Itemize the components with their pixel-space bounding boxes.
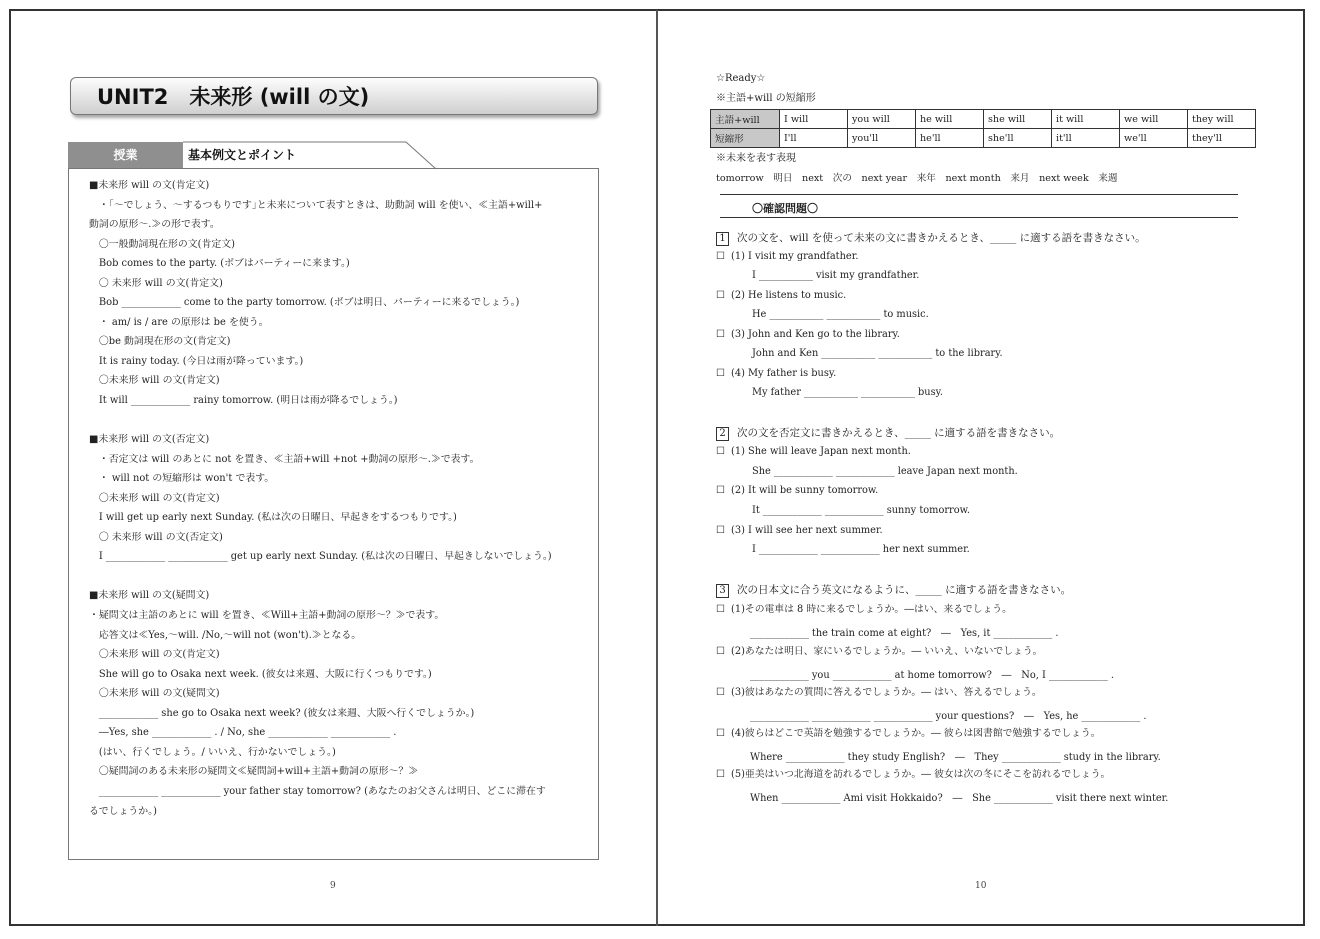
tab-label: 授業: [68, 142, 183, 169]
unit-title: UNIT2 未来形 (will の文): [70, 77, 598, 115]
question-item: [716, 766, 1110, 780]
lesson-line: Bob ____________ come to the party tomorrow. (ボブは明日、パーティーに来るでしょう。): [89, 297, 520, 309]
table-header-cell: 短縮形: [711, 129, 780, 148]
lesson-line: 〇 未来形 will の文(否定文): [89, 531, 223, 543]
question-text: (3) John and Ken go to the library.: [731, 329, 900, 340]
answer-line: ____________ you ____________ at home tomorrow? ― No, I ____________ .: [750, 670, 1114, 681]
checkbox-icon[interactable]: ☐: [716, 525, 725, 536]
question-item: [716, 601, 1012, 615]
checkbox-icon[interactable]: ☐: [716, 485, 725, 496]
lesson-line: ・｢～でしょう、～するつもりです｣と未来について表すときは、助動詞 will を使い、≪主語+will+: [89, 199, 543, 211]
table-cell: she'll: [984, 129, 1052, 148]
question-number: 2: [716, 427, 729, 441]
table-row: [711, 110, 1256, 129]
table-row: [711, 129, 1256, 148]
question-text: (1)その電車は 8 時に来るでしょうか。―はい、来るでしょう。: [731, 604, 1012, 615]
lesson-line: 〇未来形 will の文(肯定文): [89, 649, 220, 661]
rule-top: [720, 194, 1238, 195]
lesson-line: 〇未来形 will の文(疑問文): [89, 688, 220, 700]
page-number-left: 9: [330, 881, 336, 891]
answer-line: I ___________ visit my grandfather.: [752, 270, 920, 281]
question-instruction: 次の文を否定文に書きかえるとき、_____ に適する語を書きなさい。: [737, 427, 1061, 439]
table-cell: you'll: [848, 129, 916, 148]
checkbox-icon[interactable]: ☐: [716, 446, 725, 457]
question-item: [716, 368, 836, 379]
blank-line: [89, 411, 595, 431]
table-cell: we'll: [1120, 129, 1188, 148]
lesson-line: It will ____________ rainy tomorrow. (明日は雨が降るでしょう。): [89, 395, 398, 407]
ready-label: ☆Ready☆: [716, 73, 766, 84]
lesson-line: Bob comes to the party. (ボブはパーティーに来ます。): [89, 258, 350, 270]
lesson-line: 〇疑問詞のある未来形の疑問文≪疑問詞+will+主語+動詞の原形～？≫: [89, 766, 419, 778]
table-cell: I'll: [780, 129, 848, 148]
table-cell: I will: [780, 110, 848, 129]
question-item: [716, 684, 1042, 698]
tab-heading: 基本例文とポイント: [188, 148, 297, 162]
checkbox-icon[interactable]: ☐: [716, 769, 725, 780]
lesson-line: 〇be 動詞現在形の文(肯定文): [89, 336, 231, 348]
question-item: [716, 643, 1042, 657]
checkbox-icon[interactable]: ☐: [716, 646, 725, 657]
lesson-line: It is rainy today. (今日は雨が降っています。): [89, 355, 304, 367]
lesson-line: ____________ ____________ your father stay tomorrow? (あなたのお父さんは明日、どこに滞在す: [89, 785, 546, 797]
future-expr-label: ※未来を表す表現: [716, 153, 796, 164]
lesson-line: ____________ she go to Osaka next week? (彼女は来週、大阪へ行くでしょうか。): [89, 707, 475, 719]
checkbox-icon[interactable]: ☐: [716, 329, 725, 340]
question-2-heading: [716, 425, 1060, 441]
lesson-line: I will get up early next Sunday. (私は次の日曜日、早起きをするつもりです。): [89, 512, 457, 524]
lesson-line: ―Yes, she ____________ . / No, she ____________ ____________ .: [89, 727, 397, 739]
answer-line: My father ___________ ___________ busy.: [752, 387, 943, 398]
table-cell: we will: [1120, 110, 1188, 129]
question-item: [716, 485, 878, 496]
lesson-line: 〇一般動詞現在形の文(肯定文): [89, 238, 235, 250]
checkbox-icon[interactable]: ☐: [716, 687, 725, 698]
question-text: (3) I will see her next summer.: [731, 525, 883, 536]
page-number-right: 10: [975, 881, 987, 891]
lesson-line: ・ will not の短縮形は won't で表す。: [89, 473, 275, 485]
question-item: [716, 525, 883, 536]
question-item: [716, 251, 858, 262]
lesson-line: るでしょうか。): [89, 805, 157, 817]
question-item: [716, 329, 900, 340]
check-title: 〇確認問題〇: [752, 202, 818, 215]
lesson-line: 〇 未来形 will の文(肯定文): [89, 277, 223, 289]
checkbox-icon[interactable]: ☐: [716, 368, 725, 379]
answer-line: It ____________ ____________ sunny tomorrow.: [752, 505, 970, 516]
question-text: (4)彼らはどこで英語を勉強するでしょうか。― 彼らは図書館で勉強するでしょう。: [731, 728, 1101, 739]
question-text: (2) It will be sunny tomorrow.: [731, 485, 879, 496]
question-number: 3: [716, 584, 729, 598]
lesson-line: ■未来形 will の文(肯定文): [89, 180, 210, 191]
rule-bottom: [720, 217, 1238, 218]
lesson-line: ・否定文は will のあとに not を置き、≪主語+will +not +動詞の原形～.≫で表す。: [89, 453, 480, 465]
answer-line: She ____________ ____________ leave Japan next month.: [752, 466, 1018, 477]
table-header-cell: 主語+will: [711, 110, 780, 129]
lesson-line: 動詞の原形～.≫の形で表す。: [89, 219, 220, 231]
answer-line: ____________ ____________ ____________ your questions? ― Yes, he ____________ .: [750, 711, 1147, 722]
lesson-line: (はい、行くでしょう。/ いいえ、行かないでしょう。): [89, 746, 336, 758]
checkbox-icon[interactable]: ☐: [716, 251, 725, 262]
question-item: [716, 446, 911, 457]
table-cell: they'll: [1188, 129, 1256, 148]
lesson-line: 〇未来形 will の文(肯定文): [89, 375, 220, 387]
lesson-line: She will go to Osaka next week. (彼女は来週、大阪に行くつもりです。): [89, 668, 432, 680]
checkbox-icon[interactable]: ☐: [716, 728, 725, 739]
table-cell: he will: [916, 110, 984, 129]
question-text: (3)彼はあなたの質問に答えるでしょうか。― はい、答えるでしょう。: [731, 687, 1042, 698]
future-expressions: tomorrow 明日 next 次の next year 来年 next month 来月 next week 来週: [716, 173, 1118, 184]
lesson-lines: [89, 176, 595, 821]
question-1-heading: [716, 230, 1146, 246]
contraction-table: [710, 109, 1256, 148]
contraction-label: ※主語+will の短縮形: [716, 93, 816, 104]
question-3-heading: [716, 582, 1071, 598]
page-divider: [656, 10, 658, 926]
answer-line: John and Ken ___________ ___________ to the library.: [752, 348, 1003, 359]
question-number: 1: [716, 232, 729, 246]
table-cell: it'll: [1052, 129, 1120, 148]
table-cell: he'll: [916, 129, 984, 148]
lesson-line: ■未来形 will の文(疑問文): [89, 590, 210, 602]
question-text: (5)亜美はいつ北海道を訪れるでしょうか。― 彼女は次の冬にそこを訪れるでしょう。: [731, 769, 1111, 780]
lesson-line: ・疑問文は主語のあとに will を置き、≪Will+主語+動詞の原形～？≫で表す。: [89, 610, 445, 622]
answer-line: Where ____________ they study English? ― They ____________ study in the library.: [750, 752, 1161, 763]
answer-line: When ____________ Ami visit Hokkaido? ― She ____________ visit there next winter.: [750, 793, 1169, 804]
checkbox-icon[interactable]: ☐: [716, 290, 725, 301]
question-instruction: 次の日本文に合う英文になるように、_____ に適する語を書きなさい。: [737, 584, 1072, 596]
question-item: [716, 290, 846, 301]
lesson-line: 〇未来形 will の文(肯定文): [89, 492, 220, 504]
lesson-line: ・ am/ is / are の原形は be を使う。: [89, 316, 269, 328]
checkbox-icon[interactable]: ☐: [716, 604, 725, 615]
table-cell: she will: [984, 110, 1052, 129]
table-cell: it will: [1052, 110, 1120, 129]
blank-line: [89, 567, 595, 587]
question-instruction: 次の文を、will を使って未来の文に書きかえるとき、_____ に適する語を書きなさい。: [737, 232, 1146, 244]
lesson-line: ■未来形 will の文(否定文): [89, 434, 210, 446]
question-text: (2)あなたは明日、家にいるでしょうか。― いいえ、いないでしょう。: [731, 646, 1043, 657]
table-cell: you will: [848, 110, 916, 129]
question-text: (4) My father is busy.: [731, 368, 837, 379]
lesson-line: I ____________ ____________ get up early next Sunday. (私は次の日曜日、早起きしないでしょう。): [89, 551, 552, 563]
table-cell: they will: [1188, 110, 1256, 129]
answer-line: I ____________ ____________ her next summer.: [752, 544, 970, 555]
question-text: (1) She will leave Japan next month.: [731, 446, 911, 457]
lesson-line: 応答文は≪Yes,～will. /No,～will not (won't).≫となる。: [89, 629, 362, 641]
question-text: (1) I visit my grandfather.: [731, 251, 859, 262]
answer-line: ____________ the train come at eight? ― Yes, it ____________ .: [750, 628, 1059, 639]
question-text: (2) He listens to music.: [731, 290, 847, 301]
question-item: [716, 725, 1101, 739]
answer-line: He ___________ ___________ to music.: [752, 309, 929, 320]
